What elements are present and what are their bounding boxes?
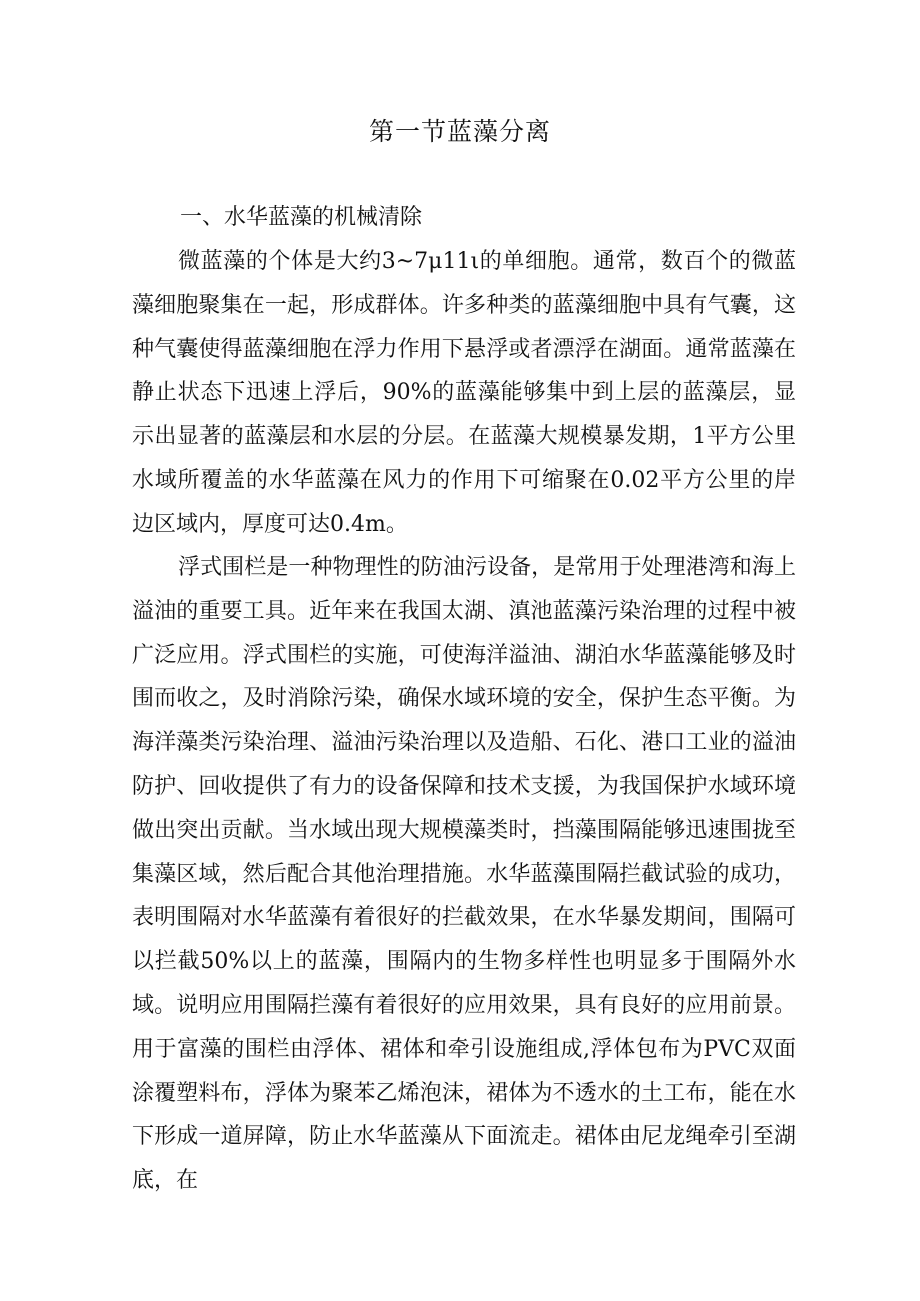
page-title: 第一节蓝藻分离 [368, 117, 551, 146]
paragraph-2: 浮式围栏是一种物理性的防油污设备，是常用于处理港湾和海上溢油的重要工具。近年来在我国太湖、滇池蓝藻污染治理的过程中被广泛应用。浮式围栏的实施，可使海洋溢油、湖泊水华蓝藻能够及时围而收之，及时消除污染，确保水域环境的安全，保护生态平衡。为海洋藻类污染治理、溢油污染治理以及造船、石化、港口工业的溢油防护、回收提供了有力的设备保障和技术支援，为我国保护水域环境做出突出贡献。当水域出现大规模藻类时，挡藻围隔能够迅速围拢至集藻区域，然后配合其他治理措施。水华蓝藻围隔拦截试验的成功，表明围隔对水华蓝藻有着很好的拦截效果，在水华暴发期间，围隔可以拦截50%以上的蓝藻，围隔内的生物多样性也明显多于围隔外水域。说明应用围隔拦藻有着很好的应用效果，具有良好的应用前景。用于富藻的围栏由浮体、裙体和牵引设施组成,浮体包布为PVC双面涂覆塑料布，浮体为聚苯乙烯泡沫，裙体为不透水的土工布，能在水下形成一道屏障，防止水华蓝藻从下面流走。裙体由尼龙绳牵引至湖底，在 [132, 555, 796, 1194]
section-heading: 一、水华蓝藻的机械清除 [180, 205, 423, 230]
paragraph-1: 微蓝藻的个体是大约3~7μ11ι的单细胞。通常，数百个的微蓝藻细胞聚集在一起，形成群体。许多种类的蓝藻细胞中具有气囊，这种气囊使得蓝藻细胞在浮力作用下悬浮或者漂浮在湖面。通常蓝藻在静止状态下迅速上浮后，90%的蓝藻能够集中到上层的蓝藻层，显示出显著的蓝藻层和水层的分层。在蓝藻大规模暴发期，1平方公里水域所覆盖的水华蓝藻在风力的作用下可缩聚在0.02平方公里的岸边区域内，厚度可达0.4m。 [132, 249, 796, 537]
